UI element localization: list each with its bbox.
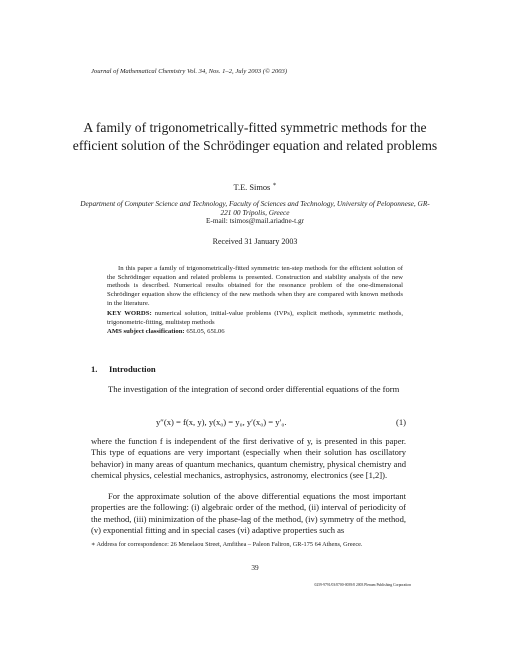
author-line <box>0 181 510 192</box>
page-number: 39 <box>251 563 259 572</box>
equation-body: y″(x) = f(x, y), y(x₀) = y₀, y′(x₀) = y′₀. <box>156 417 287 427</box>
equation-number: (1) <box>395 417 406 427</box>
intro-paragraph-2: where the function f is independent of the first derivative of y, is presented in this paper. This type of equations are very important (especially when their solution has oscillatory behavior) in many areas of quantum mechanics, quantum chemistry, physical chemistry and chemical physics, celestial mechanics, astrophysics, astronomy, electronics (see [1,2]). <box>91 436 406 480</box>
keywords-text: numerical solution, initial-value problems (IVPs), explicit methods, symmetric methods, trigonometric-fitting, multistep methods <box>107 310 403 326</box>
section-number: 1. <box>91 364 98 374</box>
author-footnote-marker: ∗ <box>272 182 277 188</box>
ams-classification <box>107 328 225 335</box>
intro-paragraph-1: The investigation of the integration of second order differential equations of the form <box>108 384 400 394</box>
ams-text: 65L05, 65L06 <box>186 328 225 335</box>
author-affiliation: Department of Computer Science and Technology, Faculty of Sciences and Technology, University of Peloponnese, GR-221 00 Tripolis, Greece <box>80 199 430 218</box>
keywords-label: KEY WORDS: <box>107 310 152 317</box>
intro-paragraph-3: For the approximate solution of the above differential equations the most important properties are the following: (i) algebraic order of the method, (ii) interval of periodicity of the method, (iii) minimization of the phase-lag of the method, (iv) symmetry of the method, (v) exponential fitting and in special cases (vi) adaptive properties such as <box>91 491 406 535</box>
author-email: E-mail: tsimos@mail.ariadne-t.gr <box>205 216 305 225</box>
footnote: ∗ Address for correspondence: 26 Menelaou Street, Amfithea – Paleon Faliron, GR-175 64 Athens, Greece. <box>91 541 363 548</box>
paper-title: A family of trigonometrically-fitted symmetric methods for the efficient solution of the Schrödinger equation and related problems <box>72 120 438 153</box>
abstract: In this paper a family of trigonometrically-fitted symmetric ten-step methods for the efficient solution of the Schrödinger equation and related problems is presented. Construction and stability analysis of the new methods is described. Numerical results obtained for the resonance problem of the one-dimensional Schrödinger equation show the efficiency of the new methods when they are compared with known methods in the literature. <box>107 265 403 307</box>
section-title: Introduction <box>109 364 156 374</box>
author-name: T.E. Simos <box>233 182 271 192</box>
ams-label: AMS subject classification: <box>107 328 185 335</box>
keywords <box>107 310 403 327</box>
copyright-line: 0259-9791/03/0700-0039/0 2003 Plenum Publishing Corporation <box>314 583 411 587</box>
section-heading <box>91 364 156 374</box>
received-date: Received 31 January 2003 <box>212 237 298 246</box>
journal-header: Journal of Mathematical Chemistry Vol. 34, Nos. 1–2, July 2003 (© 2003) <box>91 68 288 75</box>
